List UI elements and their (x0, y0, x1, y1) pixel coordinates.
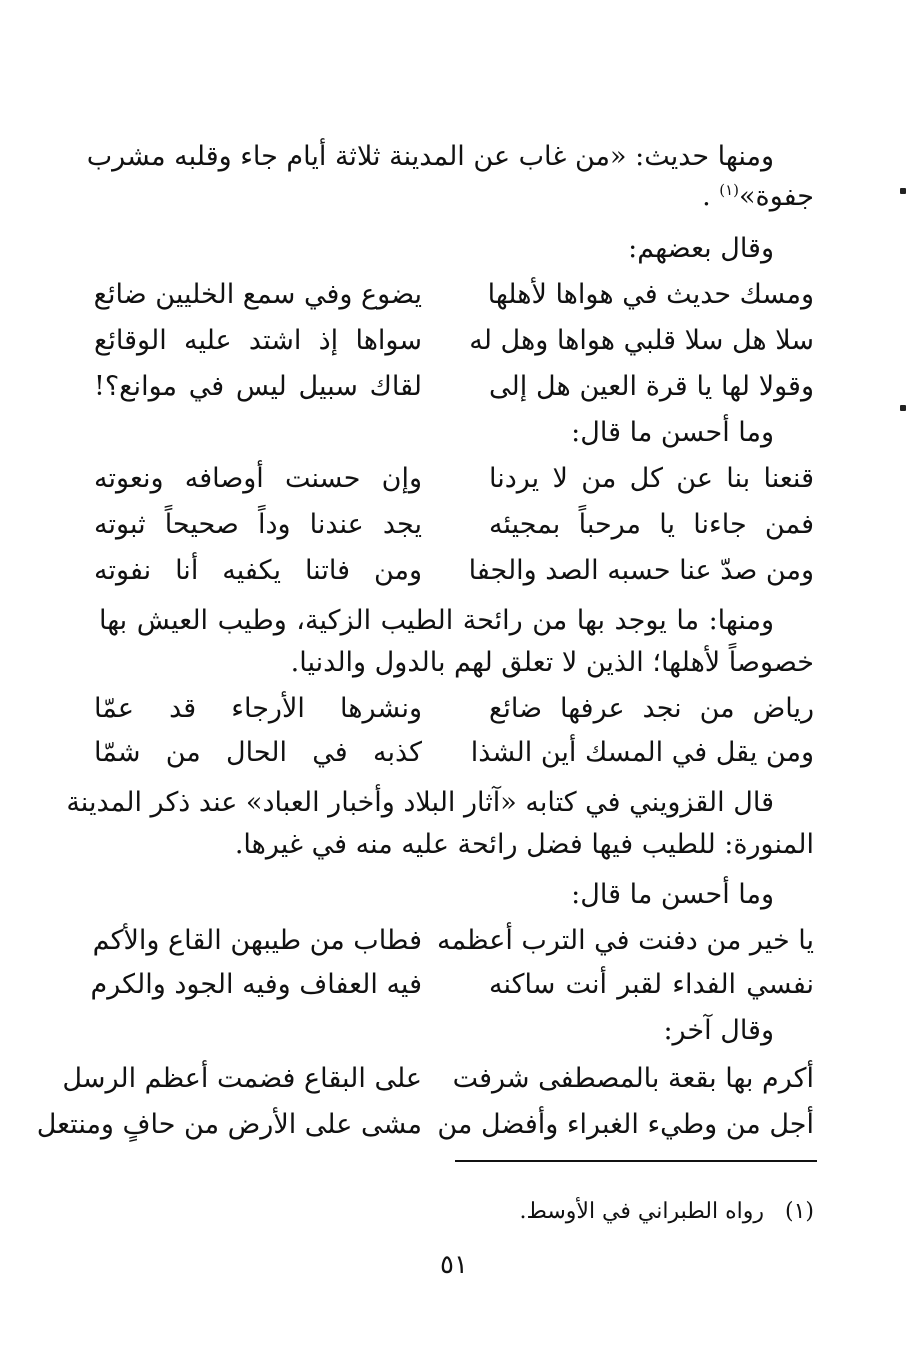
verse-hemistich: وإن حسنت أوصافه ونعوته (94, 463, 422, 494)
verse-hemistich: وقولا لها يا قرة العين هل إلى (489, 371, 814, 402)
poem-intro: وقال بعضهم: (628, 233, 774, 264)
paragraph-line: خصوصاً لأهلها؛ الذين لا تعلق لهم بالدول والدنيا. (290, 647, 814, 678)
paragraph-line: ومنها حديث: «من غاب عن المدينة ثلاثة أيام جاء وقلبه مشرب (86, 141, 774, 172)
verse-line (94, 734, 814, 772)
verse-hemistich: على البقاع فضمت أعظم الرسل (62, 1063, 422, 1094)
footnote-text: رواه الطبراني في الأوسط. (519, 1199, 764, 1224)
verse-line (94, 506, 814, 544)
verse-hemistich: فطاب من طيبهن القاع والأكم (92, 925, 422, 956)
verse-line (94, 368, 814, 406)
verse-hemistich: ومن صدّ عنا حسبه الصد والجفا (468, 555, 814, 586)
verse-line (94, 922, 814, 960)
footnote-number: (١) (784, 1199, 814, 1224)
verse-line (94, 276, 814, 314)
verse-hemistich: يا خير من دفنت في الترب أعظمه (436, 925, 814, 956)
verse-hemistich: ومسك حديث في هواها لأهلها (487, 279, 814, 310)
footnote (114, 1196, 814, 1228)
verse-hemistich: ومن فاتنا يكفيه أنا نفوته (94, 555, 422, 586)
verse-hemistich: قنعنا بنا عن كل من لا يردنا (489, 463, 814, 494)
verse-hemistich: أجل من وطيء الغبراء وأفضل من (437, 1109, 814, 1140)
poem-intro: وقال آخر: (663, 1015, 774, 1046)
verse-hemistich: يجد عندنا وداً صحيحاً ثبوته (94, 509, 422, 540)
paragraph-text: . (702, 181, 711, 212)
verse-line (36, 1106, 814, 1144)
verse-hemistich: سلا هل سلا قلبي هواها وهل له (469, 325, 814, 356)
paragraph-line (99, 178, 814, 216)
poem-intro: وما أحسن ما قال: (571, 879, 774, 910)
verse-hemistich: ونشرها الأرجاء قد عمّا (94, 693, 422, 724)
verse-hemistich: ومن يقل في المسك أين الشذا (470, 737, 814, 768)
verse-hemistich: فيه العفاف وفيه الجود والكرم (90, 969, 422, 1000)
verse-hemistich: أكرم بها بقعة بالمصطفى شرفت (452, 1063, 814, 1094)
verse-hemistich: كذبه في الحال من شمّا (94, 737, 422, 768)
verse-line (94, 460, 814, 498)
verse-hemistich: رياض من نجد عرفها ضائع (489, 693, 814, 724)
verse-line (94, 552, 814, 590)
verse-hemistich: مشى على الأرض من حافٍ ومنتعل (36, 1109, 422, 1140)
verse-hemistich: نفسي الفداء لقبر أنت ساكنه (489, 969, 814, 1000)
verse-hemistich: فمن جاءنا يا مرحباً بمجيئه (489, 509, 814, 540)
paragraph-line: ومنها: ما يوجد بها من رائحة الطيب الزكية، وطيب العيش بها (99, 605, 774, 636)
paragraph-line: المنورة: للطيب فيها فضل رائحة عليه منه في غيرها. (234, 829, 814, 860)
page-number: ٥١ (440, 1250, 468, 1280)
poem-intro: وما أحسن ما قال: (571, 417, 774, 448)
margin-mark (900, 188, 906, 194)
margin-mark (900, 405, 906, 411)
verse-line (62, 1060, 814, 1098)
verse-hemistich: لقاك سبيل ليس في موانع؟! (94, 371, 422, 402)
verse-line (90, 966, 814, 1004)
footnote-ref: (١) (719, 181, 740, 199)
verse-hemistich: يضوع وفي سمع الخليين ضائع (93, 279, 422, 310)
verse-line (94, 322, 814, 360)
verse-line (94, 690, 814, 728)
paragraph-text: جفوة» (739, 181, 814, 212)
paragraph-line: قال القزويني في كتابه «آثار البلاد وأخبار العباد» عند ذكر المدينة (66, 787, 774, 818)
footnote-separator (455, 1160, 817, 1162)
verse-hemistich: سواها إذ اشتد عليه الوقائع (94, 325, 422, 356)
